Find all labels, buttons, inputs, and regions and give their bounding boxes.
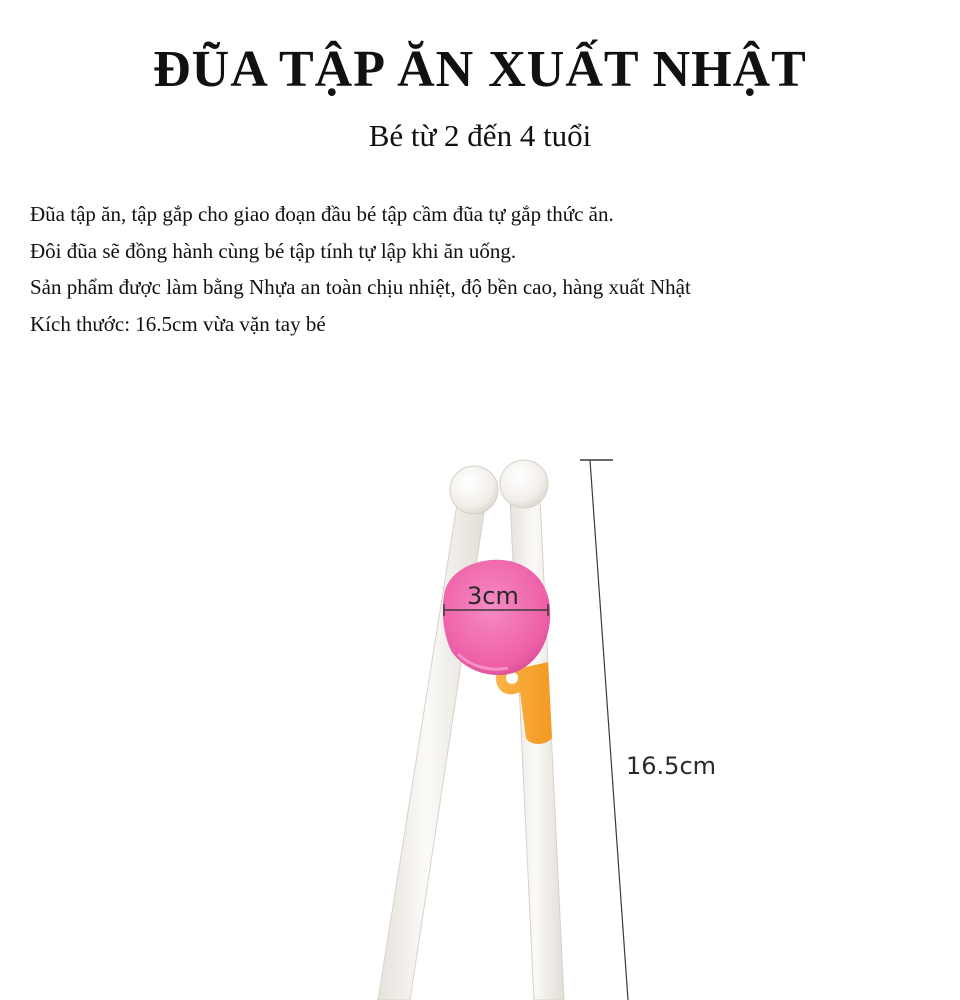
description-line: Đũa tập ăn, tập gắp cho giao đoạn đầu bé tập cầm đũa tự gắp thức ăn.	[30, 202, 614, 226]
chopsticks-illustration	[0, 440, 960, 1000]
left-chopstick	[378, 466, 498, 1000]
description-line: Kích thước: 16.5cm vừa vặn tay bé	[30, 311, 326, 336]
page-title: ĐŨA TẬP ĂN XUẤT NHẬT	[153, 41, 807, 98]
pink-ring	[443, 560, 550, 675]
width-label: 3cm	[467, 582, 519, 610]
product-description	[30, 196, 930, 342]
product-image	[0, 440, 960, 1000]
description-line: Đôi đũa sẽ đồng hành cùng bé tập tính tự lập khi ăn uống.	[30, 238, 517, 263]
length-label: 16.5cm	[626, 752, 717, 780]
page-subtitle: Bé từ 2 đến 4 tuổi	[368, 118, 592, 153]
description-line: Sản phẩm được làm bằng Nhựa an toàn chịu nhiệt, độ bền cao, hàng xuất Nhật	[30, 275, 691, 299]
length-dimension	[580, 460, 628, 1000]
